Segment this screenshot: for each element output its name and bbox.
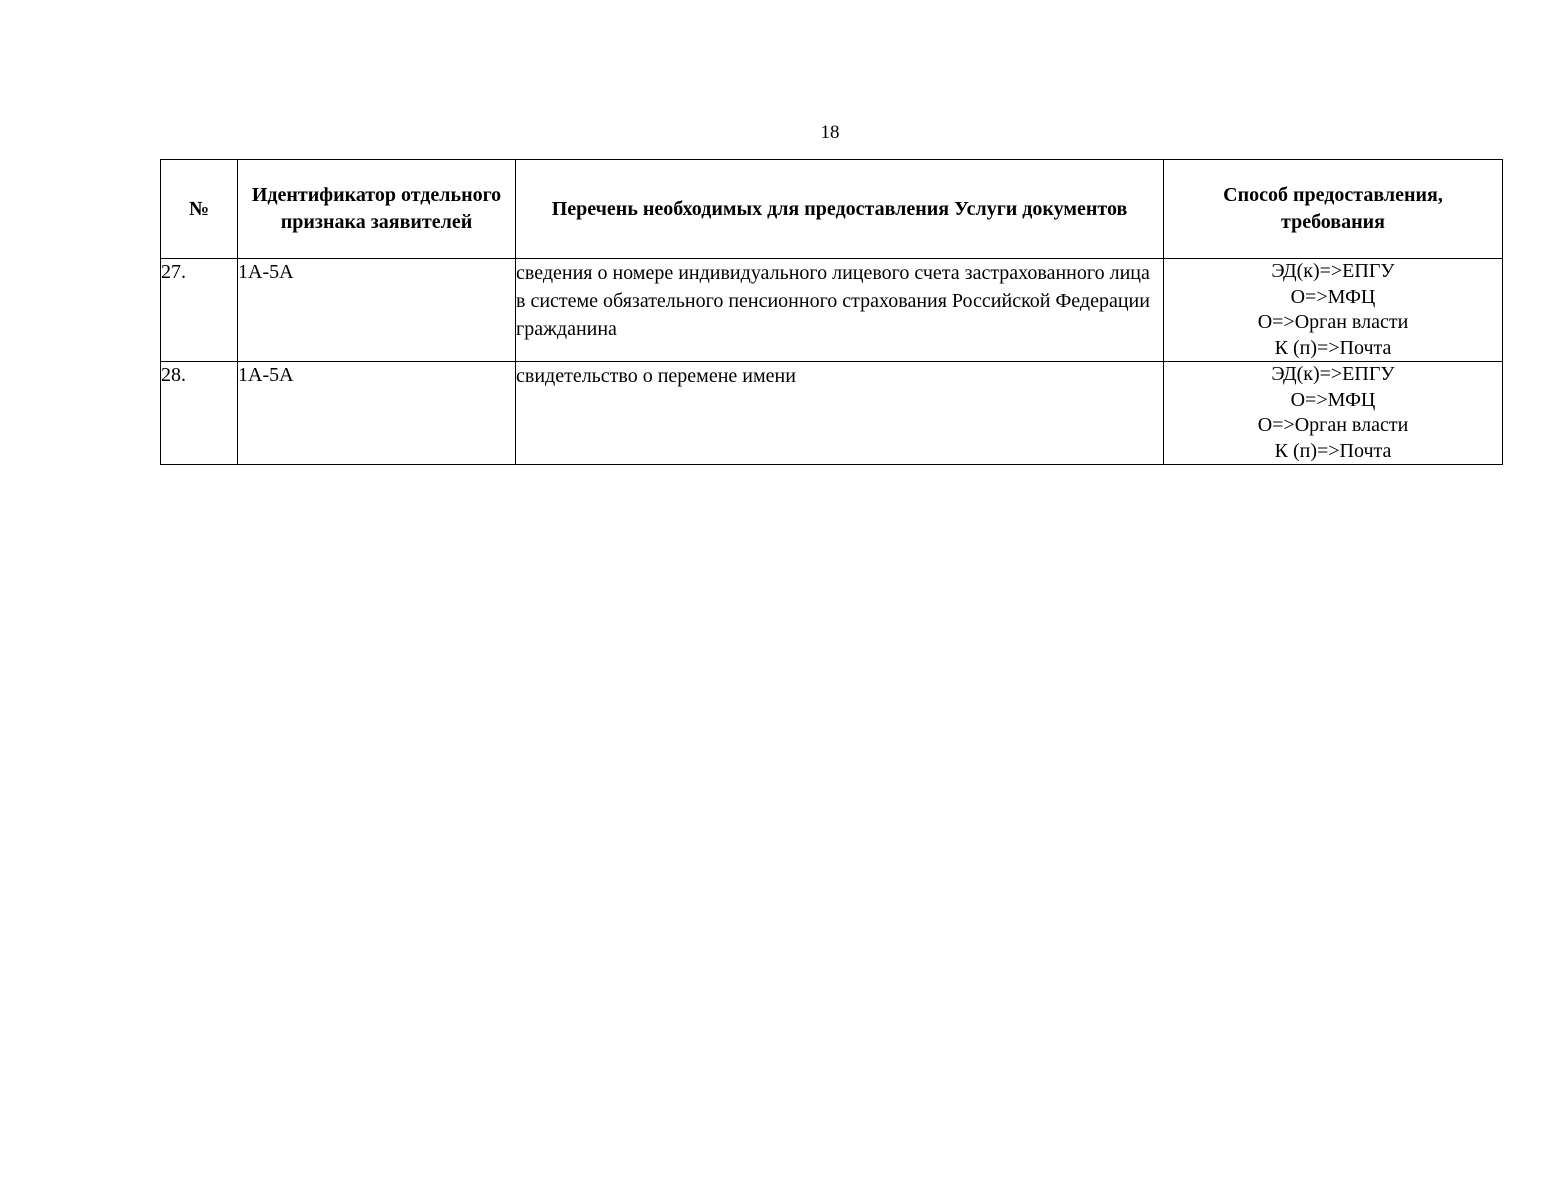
- row-number: 28.: [161, 362, 238, 465]
- method-line: ЭД(к)=>ЕПГУ: [1271, 260, 1395, 282]
- row-methods: [1164, 362, 1503, 465]
- row-number: 27.: [161, 259, 238, 362]
- method-line: К (п)=>Почта: [1274, 336, 1392, 359]
- page-number: 18: [820, 122, 840, 143]
- method-line: К (п)=>Почта: [1274, 439, 1392, 462]
- row-identifier: 1А-5А: [238, 259, 516, 362]
- table-row: [161, 362, 1503, 465]
- row-documents: свидетельство о перемене имени: [516, 362, 1164, 465]
- method-line: О=>МФЦ: [1290, 285, 1376, 308]
- header-identifier: Идентификатор отдельного признака заявителей: [238, 160, 516, 259]
- table-row: [161, 259, 1503, 362]
- header-number: №: [161, 160, 238, 259]
- method-line: О=>Орган власти: [1257, 311, 1409, 333]
- row-identifier: 1А-5А: [238, 362, 516, 465]
- row-methods: [1164, 259, 1503, 362]
- method-line: О=>МФЦ: [1290, 388, 1376, 411]
- method-line: О=>Орган власти: [1257, 414, 1409, 436]
- header-documents: Перечень необходимых для предоставления Услуги документов: [516, 160, 1164, 259]
- header-method: Способ предоставления, требования: [1164, 160, 1503, 259]
- method-line: ЭД(к)=>ЕПГУ: [1271, 363, 1395, 385]
- row-documents: сведения о номере индивидуального лицевого счета застрахованного лица в системе обязательного пенсионного страхования Российской Федерации гражданина: [516, 259, 1164, 362]
- table-header-row: [161, 160, 1503, 259]
- documents-table: [160, 159, 1503, 465]
